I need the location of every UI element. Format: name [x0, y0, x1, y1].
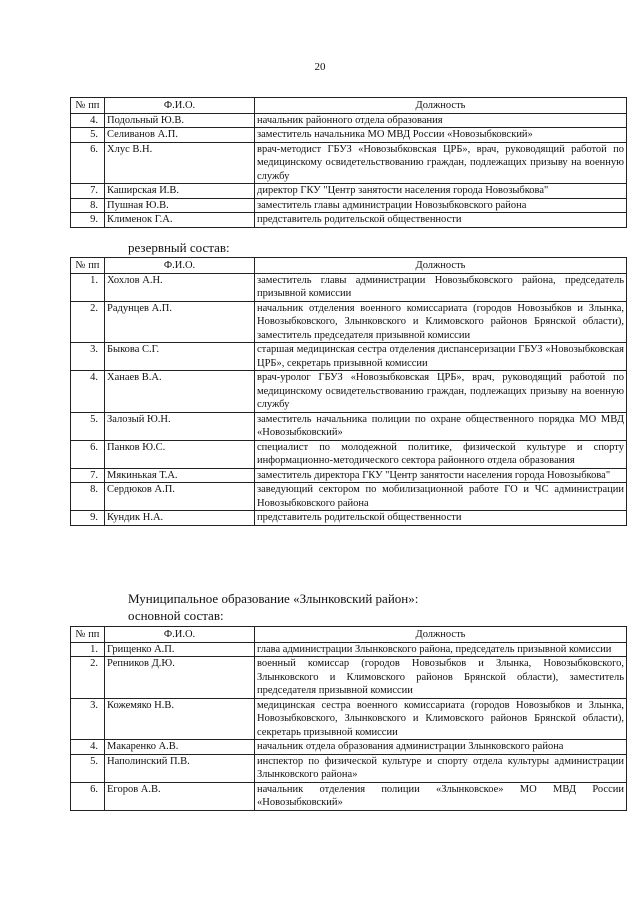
member-name: Панков Ю.С. [105, 440, 255, 468]
table-row [71, 371, 627, 413]
member-position: заведующий сектором по мобилизационной работе ГО и ЧС администрации Новозыбковского района [255, 483, 627, 511]
header-position: Должность [255, 258, 627, 274]
reserve-label: резервный состав: [128, 240, 230, 255]
member-name: Каширская И.В. [105, 184, 255, 199]
header-num: № пп [71, 627, 105, 643]
member-position: директор ГКУ "Центр занятости населения города Новозыбкова" [255, 184, 627, 199]
member-name: Сердюков А.П. [105, 483, 255, 511]
row-number: 4. [71, 371, 105, 413]
member-position: глава администрации Злынковского района, председатель призывной комиссии [255, 642, 627, 657]
row-number: 9. [71, 213, 105, 228]
municipality-label: Муниципальное образование «Злынковский район»: [128, 591, 419, 606]
table-row [71, 198, 627, 213]
member-name: Егоров А.В. [105, 782, 255, 810]
row-number: 6. [71, 142, 105, 184]
table-row [71, 740, 627, 755]
table-row [71, 142, 627, 184]
member-name: Хохлов А.Н. [105, 273, 255, 301]
row-number: 3. [71, 343, 105, 371]
member-name: Макаренко А.В. [105, 740, 255, 755]
header-num: № пп [71, 258, 105, 274]
header-name: Ф.И.О. [105, 98, 255, 114]
table-row [71, 468, 627, 483]
table-row [71, 128, 627, 143]
header-name: Ф.И.О. [105, 627, 255, 643]
row-number: 8. [71, 483, 105, 511]
row-number: 5. [71, 754, 105, 782]
table-row [71, 698, 627, 740]
table-row [71, 273, 627, 301]
table-reserve-composition [70, 257, 627, 526]
row-number: 2. [71, 301, 105, 343]
member-position: представитель родительской общественности [255, 511, 627, 526]
table-row [71, 113, 627, 128]
member-name: Быкова С.Г. [105, 343, 255, 371]
table-row [71, 301, 627, 343]
table-row [71, 657, 627, 699]
table-header-row [71, 98, 627, 114]
row-number: 1. [71, 273, 105, 301]
main-composition-label: основной состав: [128, 608, 224, 623]
header-position: Должность [255, 98, 627, 114]
member-position: специалист по молодежной политике, физической культуре и спорту информационно-методического сектора районного отдела образования [255, 440, 627, 468]
member-name: Кундик Н.А. [105, 511, 255, 526]
member-position: врач-уролог ГБУЗ «Новозыбковская ЦРБ», врач, руководящий работой по медицинскому освидетельствованию граждан, подлежащих призыву на военную службу [255, 371, 627, 413]
table-row [71, 642, 627, 657]
row-number: 1. [71, 642, 105, 657]
member-name: Селиванов А.П. [105, 128, 255, 143]
row-number: 2. [71, 657, 105, 699]
table-header-row [71, 258, 627, 274]
row-number: 8. [71, 198, 105, 213]
table-row [71, 511, 627, 526]
member-position: заместитель начальника МО МВД России «Новозыбковский» [255, 128, 627, 143]
row-number: 7. [71, 468, 105, 483]
member-name: Ханаев В.А. [105, 371, 255, 413]
table-row [71, 213, 627, 228]
table-row [71, 754, 627, 782]
member-name: Грищенко А.П. [105, 642, 255, 657]
table-row [71, 184, 627, 199]
member-position: заместитель начальника полиции по охране общественного порядка МО МВД «Новозыбковский» [255, 412, 627, 440]
member-position: старшая медицинская сестра отделения диспансеризации ГБУЗ «Новозыбковская ЦРБ», секретарь призывной комиссии [255, 343, 627, 371]
member-position: начальник отдела образования администрации Злынковского района [255, 740, 627, 755]
row-number: 6. [71, 440, 105, 468]
table-main-composition-1 [70, 97, 627, 228]
member-name: Репников Д.Ю. [105, 657, 255, 699]
table-row [71, 412, 627, 440]
member-name: Клименок Г.А. [105, 213, 255, 228]
table-header-row [71, 627, 627, 643]
row-number: 7. [71, 184, 105, 199]
row-number: 5. [71, 128, 105, 143]
header-name: Ф.И.О. [105, 258, 255, 274]
member-name: Радунцев А.П. [105, 301, 255, 343]
member-name: Залозый Ю.Н. [105, 412, 255, 440]
member-name: Кожемяко Н.В. [105, 698, 255, 740]
table-main-composition-zlynka [70, 626, 627, 811]
member-position: военный комиссар (городов Новозыбков и Злынка, Новозыбковского, Злынковского и Климовского районов Брянской области), заместитель председателя призывной комиссии [255, 657, 627, 699]
row-number: 4. [71, 113, 105, 128]
table-row [71, 343, 627, 371]
member-name: Наполинский П.В. [105, 754, 255, 782]
member-name: Пушная Ю.В. [105, 198, 255, 213]
member-position: представитель родительской общественности [255, 213, 627, 228]
member-name: Мякинькая Т.А. [105, 468, 255, 483]
header-position: Должность [255, 627, 627, 643]
member-position: заместитель главы администрации Новозыбковского района, председатель призывной комиссии [255, 273, 627, 301]
member-name: Подольный Ю.В. [105, 113, 255, 128]
row-number: 9. [71, 511, 105, 526]
member-position: инспектор по физической культуре и спорту отдела культуры администрации Злынковского района» [255, 754, 627, 782]
member-position: медицинская сестра военного комиссариата (городов Новозыбков и Злынка, Новозыбковского, Злынковского и Климовского районов Брянской области), секретарь призывной комиссии [255, 698, 627, 740]
row-number: 5. [71, 412, 105, 440]
row-number: 6. [71, 782, 105, 810]
table-row [71, 483, 627, 511]
header-num: № пп [71, 98, 105, 114]
table-row [71, 440, 627, 468]
member-position: начальник отделения полиции «Злынковское» МО МВД России «Новозыбковский» [255, 782, 627, 810]
member-position: начальник отделения военного комиссариата (городов Новозыбков и Злынка, Новозыбковского, Злынковского и Климовского районов Брянской области), заместитель председателя призывной комиссии [255, 301, 627, 343]
member-name: Хлус В.Н. [105, 142, 255, 184]
page-number: 20 [314, 61, 326, 73]
member-position: заместитель директора ГКУ "Центр занятости населения города Новозыбкова" [255, 468, 627, 483]
member-position: заместитель главы администрации Новозыбковского района [255, 198, 627, 213]
member-position: врач-методист ГБУЗ «Новозыбковская ЦРБ», врач, руководящий работой по медицинскому освидетельствованию граждан, подлежащих призыву на военную службу [255, 142, 627, 184]
row-number: 3. [71, 698, 105, 740]
table-row [71, 782, 627, 810]
row-number: 4. [71, 740, 105, 755]
member-position: начальник районного отдела образования [255, 113, 627, 128]
